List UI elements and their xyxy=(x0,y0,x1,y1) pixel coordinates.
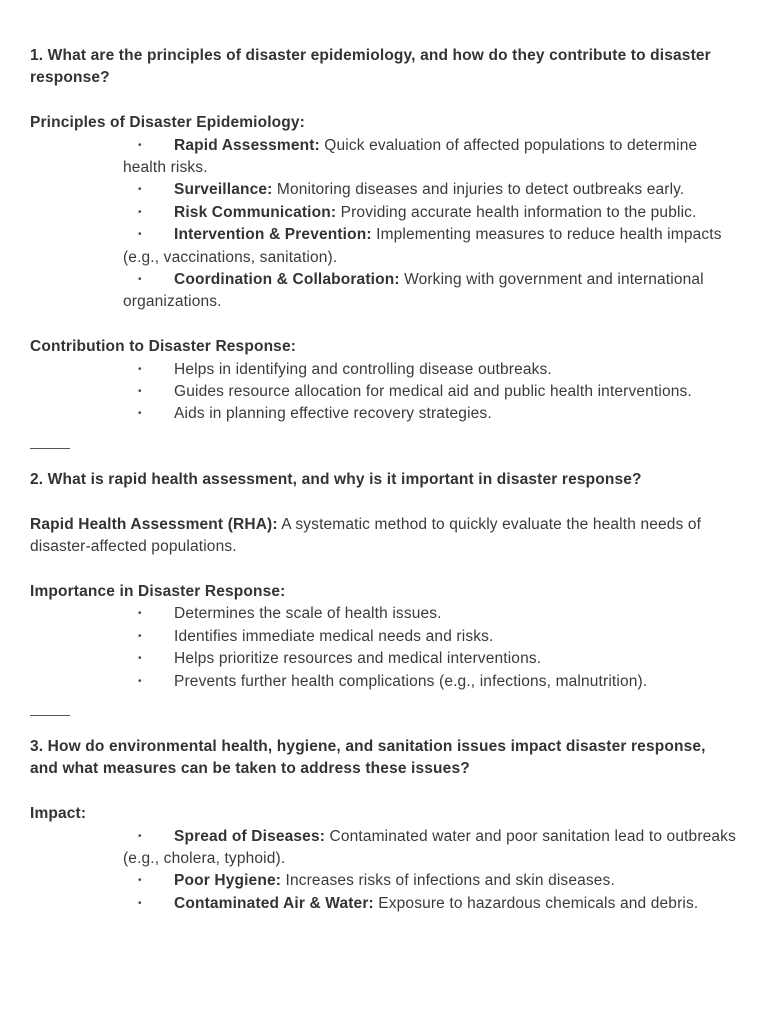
contribution-heading: Contribution to Disaster Response: xyxy=(30,338,297,356)
list-item: • Aids in planning effective recovery strategies. xyxy=(123,403,738,425)
list-item: • Risk Communication: Providing accurate health information to the public. xyxy=(123,202,738,224)
list-item: • Identifies immediate medical needs and risks. xyxy=(123,626,738,648)
list-item: • Contaminated Air & Water: Exposure to hazardous chemicals and debris. xyxy=(123,893,738,915)
list-item: • Poor Hygiene: Increases risks of infections and skin diseases. xyxy=(123,870,738,892)
question-3: 3. How do environmental health, hygiene, and sanitation issues impact disaster response, and what measures can be taken to address these issues? xyxy=(30,737,706,778)
impact-list xyxy=(30,826,738,916)
contribution-list xyxy=(30,359,738,426)
list-item: • Helps in identifying and controlling disease outbreaks. xyxy=(123,359,738,381)
list-item: • Spread of Diseases: Contaminated water and poor sanitation lead to outbreaks (e.g., cholera, typhoid). xyxy=(123,826,738,871)
list-item: • Guides resource allocation for medical aid and public health interventions. xyxy=(123,381,738,403)
impact-heading: Impact: xyxy=(30,805,87,823)
list-item: • Coordination & Collaboration: Working with government and international organizations. xyxy=(123,269,738,314)
section-divider xyxy=(30,715,70,716)
list-item: • Determines the scale of health issues. xyxy=(123,603,738,625)
list-item: • Prevents further health complications (e.g., infections, malnutrition). xyxy=(123,671,738,693)
importance-list xyxy=(30,603,738,693)
rha-definition: Rapid Health Assessment (RHA): A systematic method to quickly evaluate the health needs of disaster-affected populations. xyxy=(30,515,702,556)
importance-heading: Importance in Disaster Response: xyxy=(30,582,286,600)
question-2: 2. What is rapid health assessment, and why is it important in disaster response? xyxy=(30,470,642,488)
list-item: • Helps prioritize resources and medical interventions. xyxy=(123,648,738,670)
list-item: • Surveillance: Monitoring diseases and injuries to detect outbreaks early. xyxy=(123,179,738,201)
principles-heading: Principles of Disaster Epidemiology: xyxy=(30,114,305,132)
section-divider xyxy=(30,448,70,449)
question-1: 1. What are the principles of disaster epidemiology, and how do they contribute to disaster response? xyxy=(30,47,711,87)
principles-list xyxy=(30,135,738,314)
list-item: • Intervention & Prevention: Implementing measures to reduce health impacts (e.g., vaccinations, sanitation). xyxy=(123,224,738,269)
list-item: • Rapid Assessment: Quick evaluation of affected populations to determine health risks. xyxy=(123,135,738,180)
